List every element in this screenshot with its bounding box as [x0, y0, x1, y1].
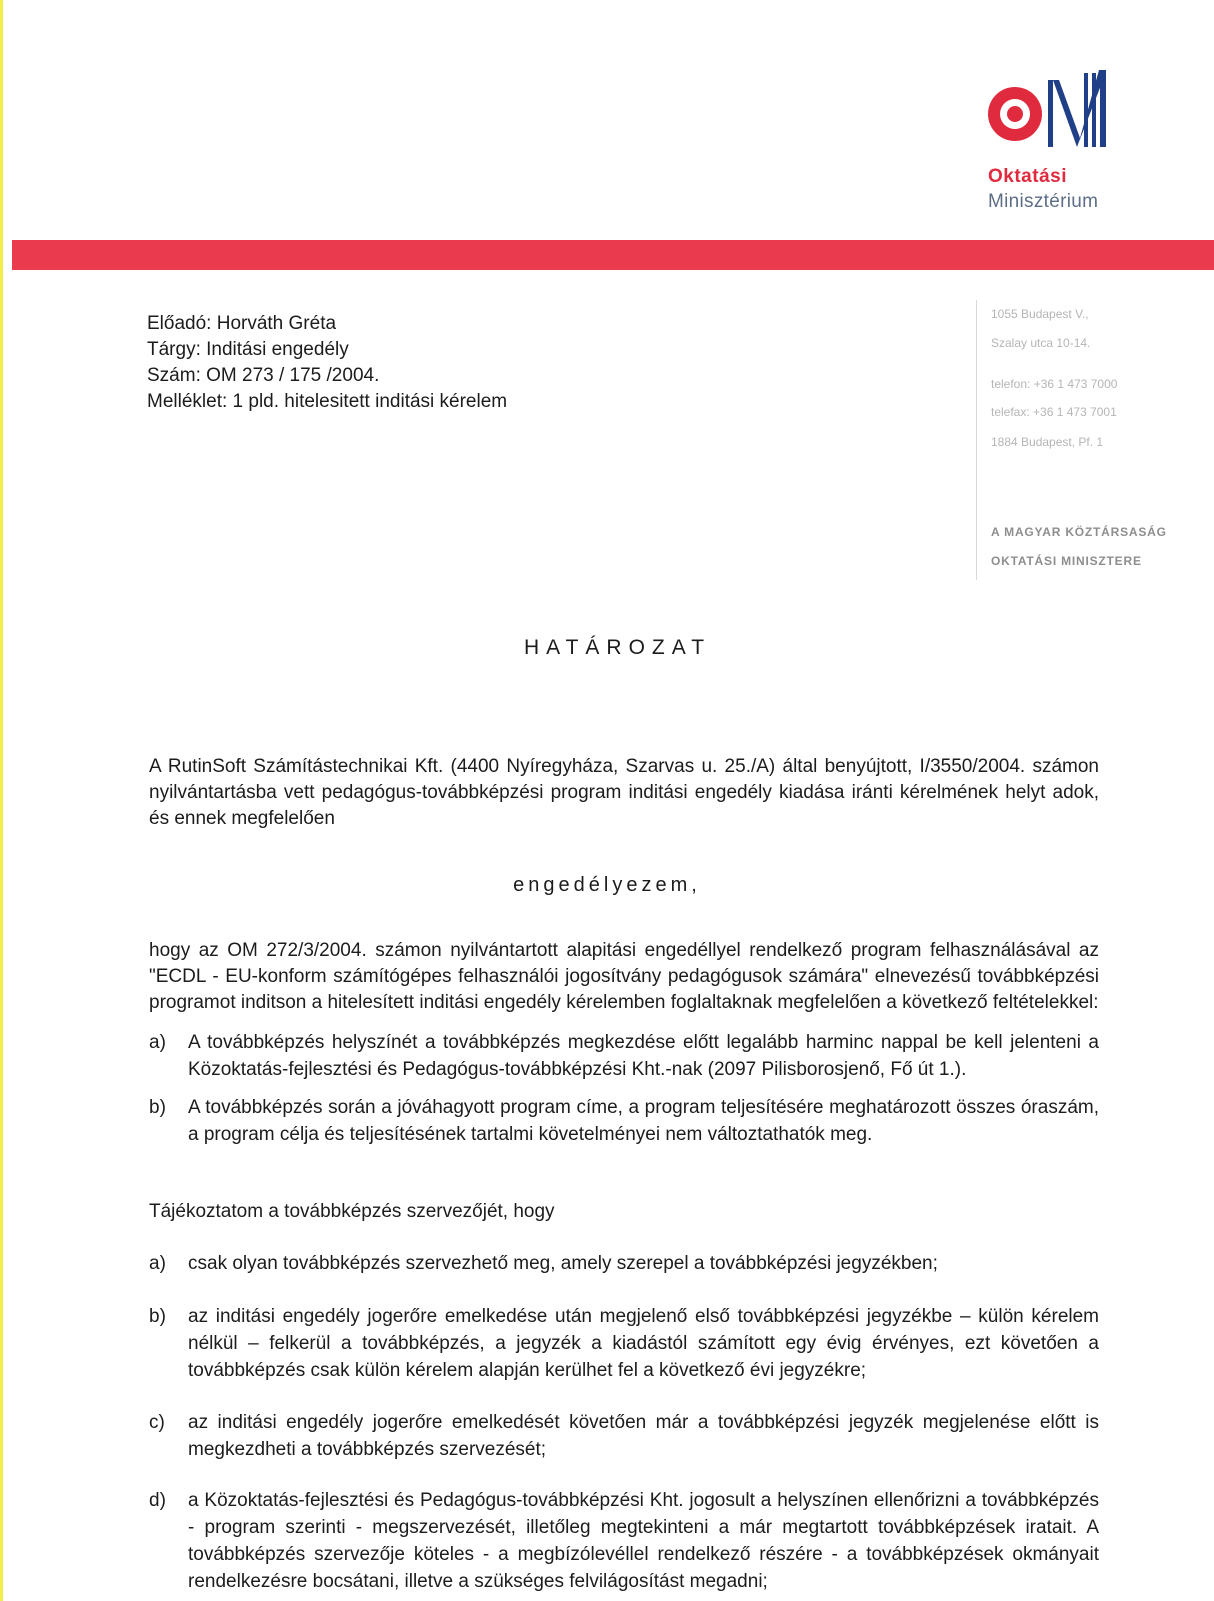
condition-text: A továbbképzés helyszínét a továbbképzés megkezdése előtt legalább harminc nappal be kell jelenteni a Közoktatás-fejlesztési és Pedagógus-továbbképzési Kht.-nak (2097 Pilisborosjenő, Fő út 1.). [188, 1032, 1099, 1080]
meta-number: Szám: OM 273 / 175 /2004. [147, 365, 380, 386]
condition-marker: a) [149, 1032, 166, 1053]
decision-word: engedélyezem, [513, 874, 701, 896]
info-text: az inditási engedély jogerőre emelkedése után megjelenő első továbbképzési jegyzékbe – külön kérelem nélkül – felkerül a továbbképzés, a jegyzék a kiadástól számított egy évig érvényes, ezt követően a továbbképzés csak külön kérelem alapján kerülhet fel a következő évi jegyzékre; [188, 1306, 1099, 1381]
contact-divider [976, 300, 977, 580]
logo-subname: Minisztérium [988, 191, 1099, 212]
info-intro: Tájékoztatom a továbbképzés szervezőjét, hogy [149, 1201, 555, 1222]
intro-paragraph: A RutinSoft Számítástechnikai Kft. (4400 Nyíregyháza, Szarvas u. 25./A) által benyújtott, I/3550/2004. számon nyilvántartásba vett pedagógus-továbbképzési program inditási engedély kiadása iránti kérelmének helyt adok, és ennek megfelelően [149, 756, 1099, 829]
ministry-line1: A MAGYAR KÖZTÁRSASÁG [991, 525, 1167, 539]
contact-address-line2: Szalay utca 10-14. [991, 336, 1091, 350]
info-text: a Közoktatás-fejlesztési és Pedagógus-továbbképzési Kht. jogosult a helyszínen ellenőrizni a továbbképzés - program szerinti - megszervezését, illetőleg megtekinteni a már megtartott továbbképzések iratait. A továbbképzés szervezője köteles - a megbízólevéllel rendelkező részére - a továbbképzések okmányait rendelkezésre bocsátani, illetve a szükséges felvilágosítást megadni; [188, 1490, 1099, 1592]
contact-phone: telefon: +36 1 473 7000 [991, 377, 1118, 391]
condition-marker: b) [149, 1097, 166, 1118]
contact-address-line1: 1055 Budapest V., [991, 307, 1089, 321]
info-marker: c) [149, 1412, 165, 1433]
meta-presenter: Előadó: Horváth Gréta [147, 313, 337, 334]
info-text: az inditási engedély jogerőre emelkedését követően már a továbbképzési jegyzék megjelenése előtt is megkezdheti a továbbképzés szervezését; [188, 1412, 1099, 1460]
page-edge [0, 0, 3, 1601]
info-marker: d) [149, 1490, 166, 1511]
document-title [0, 636, 1214, 660]
logo-name: Oktatási [988, 166, 1067, 187]
condition-text: A továbbképzés során a jóváhagyott program címe, a program teljesítésére meghatározott összes óraszám, a program célja és teljesítésének tartalmi követelményei nem változtathatók meg. [188, 1097, 1099, 1145]
info-marker: a) [149, 1253, 166, 1274]
meta-attachment: Melléklet: 1 pld. hitelesitett inditási kérelem [147, 391, 508, 412]
contact-postal: 1884 Budapest, Pf. 1 [991, 435, 1104, 449]
contact-fax: telefax: +36 1 473 7001 [991, 405, 1117, 419]
info-text: csak olyan továbbképzés szervezhető meg, amely szerepel a továbbképzési jegyzékben; [188, 1253, 938, 1274]
info-marker: b) [149, 1306, 166, 1327]
document-title-text: HATÁROZAT [523, 636, 712, 659]
document-meta [147, 311, 507, 415]
om-logo [982, 68, 1132, 150]
body-paragraph: hogy az OM 272/3/2004. számon nyilvántartott alapitási engedéllyel rendelkező program felhasználásával az "ECDL - EU-konform számítógépes felhasználói jogosítvány pedagógusok számára" elnevezésű továbbképzési programot inditson a hitelesített inditási engedély kérelemben foglaltaknak megfelelően a következő feltételekkel: [149, 940, 1099, 1013]
header-band [12, 240, 1214, 270]
meta-subject: Tárgy: Inditási engedély [147, 339, 349, 360]
ministry-line2: OKTATÁSI MINISZTERE [991, 554, 1142, 568]
